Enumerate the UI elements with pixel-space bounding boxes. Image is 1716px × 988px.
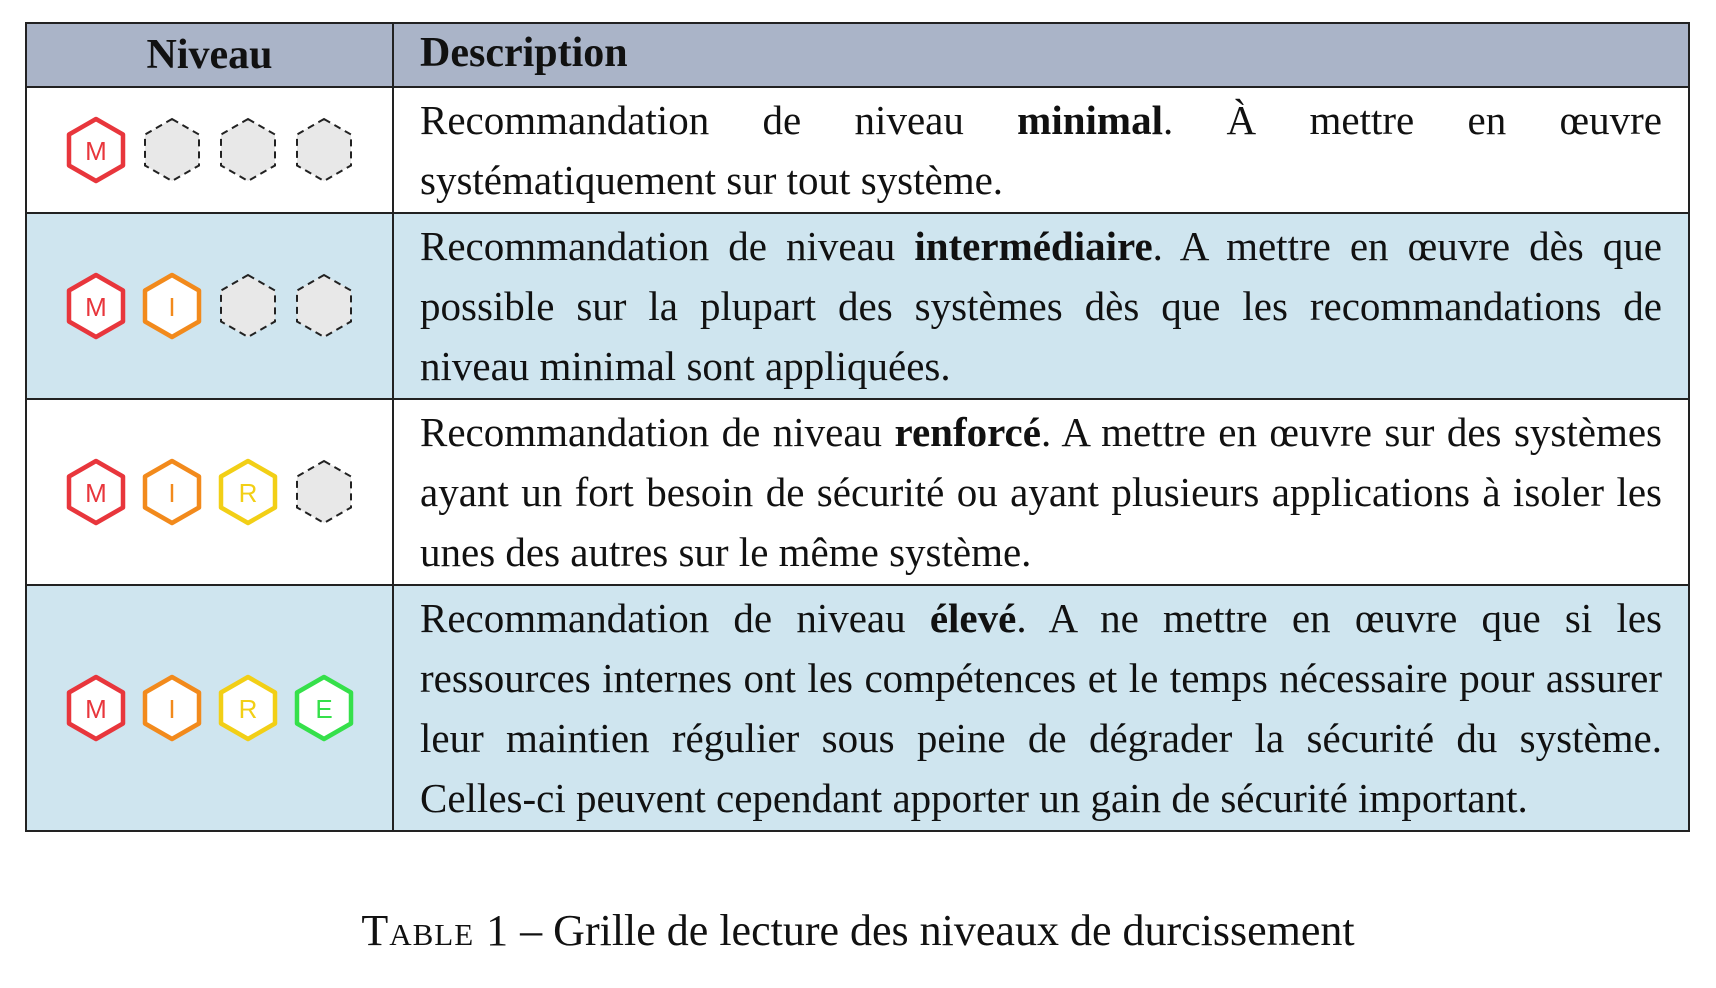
level-name-bold: élevé	[929, 595, 1017, 641]
description-post: . À mettre en œuvre systématiquement sur tout système.	[420, 97, 1663, 203]
level-letter: M	[84, 478, 107, 508]
empty-level-icon	[141, 115, 203, 185]
level-badges	[65, 115, 355, 185]
level-letter: E	[314, 694, 333, 724]
description-cell	[394, 586, 1688, 830]
empty-level-icon	[217, 115, 279, 185]
level-r-icon	[217, 457, 279, 527]
empty-level-icon	[217, 271, 279, 341]
level-cell	[27, 586, 394, 830]
header-cell-level	[27, 24, 394, 86]
description-cell	[394, 88, 1688, 212]
level-m-icon	[65, 673, 127, 743]
table-row	[27, 584, 1688, 830]
description-pre: Recommandation de niveau	[420, 595, 930, 641]
level-i-icon	[141, 271, 203, 341]
header-cell-description	[394, 24, 1688, 86]
table-header-row	[27, 24, 1688, 86]
table-row	[27, 86, 1688, 212]
level-r-icon	[217, 673, 279, 743]
level-cell	[27, 400, 394, 584]
levels-table	[25, 22, 1690, 832]
caption-separator: –	[509, 906, 554, 955]
level-letter: I	[167, 478, 176, 508]
description-cell	[394, 400, 1688, 584]
header-description-label: Description	[420, 30, 628, 76]
level-name-bold: renforcé	[894, 409, 1041, 455]
description-post: . A mettre en œuvre sur des systèmes ayant un fort besoin de sécurité ou ayant plusieurs applications à isoler les unes des autres sur le même système.	[420, 409, 1662, 575]
empty-level-icon	[293, 115, 355, 185]
description-post: . A ne mettre en œuvre que si les ressources internes ont les compétences et le temps nécessaire pour assurer leur maintien régulier sous peine de dégrader la sécurité du système. Celles-ci peuvent cependant apporter un gain de sécurité important.	[420, 595, 1662, 821]
level-m-icon	[65, 457, 127, 527]
level-m-icon	[65, 115, 127, 185]
level-name-bold: minimal	[1017, 97, 1163, 143]
level-i-icon	[141, 673, 203, 743]
level-letter: M	[84, 136, 107, 166]
empty-level-icon	[293, 271, 355, 341]
level-cell	[27, 214, 394, 398]
level-letter: M	[84, 292, 107, 322]
description-text	[420, 586, 1662, 830]
table-caption	[0, 905, 1716, 956]
description-text	[420, 88, 1662, 212]
caption-text: Grille de lecture des niveaux de durcissement	[553, 906, 1355, 955]
level-name-bold: intermédiaire	[914, 223, 1153, 269]
level-m-icon	[65, 271, 127, 341]
description-pre: Recommandation de niveau	[420, 223, 915, 269]
level-badges	[65, 457, 355, 527]
table-row	[27, 212, 1688, 398]
description-text	[420, 400, 1662, 584]
level-cell	[27, 88, 394, 212]
level-letter: R	[238, 478, 257, 508]
header-level-label: Niveau	[146, 32, 273, 78]
level-badges	[65, 673, 355, 743]
description-post: . A mettre en œuvre dès que possible sur la plupart des systèmes dès que les recommandations de niveau minimal sont appliquées.	[420, 223, 1662, 389]
empty-level-icon	[293, 457, 355, 527]
level-letter: I	[167, 694, 176, 724]
caption-label: Table 1	[361, 906, 510, 955]
table-row	[27, 398, 1688, 584]
description-cell	[394, 214, 1688, 398]
description-pre: Recommandation de niveau	[420, 409, 895, 455]
level-i-icon	[141, 457, 203, 527]
level-letter: I	[167, 292, 176, 322]
level-letter: M	[84, 694, 107, 724]
description-pre: Recommandation de niveau	[420, 97, 1018, 143]
level-letter: R	[238, 694, 257, 724]
level-e-icon	[293, 673, 355, 743]
description-text	[420, 214, 1662, 398]
level-badges	[65, 271, 355, 341]
